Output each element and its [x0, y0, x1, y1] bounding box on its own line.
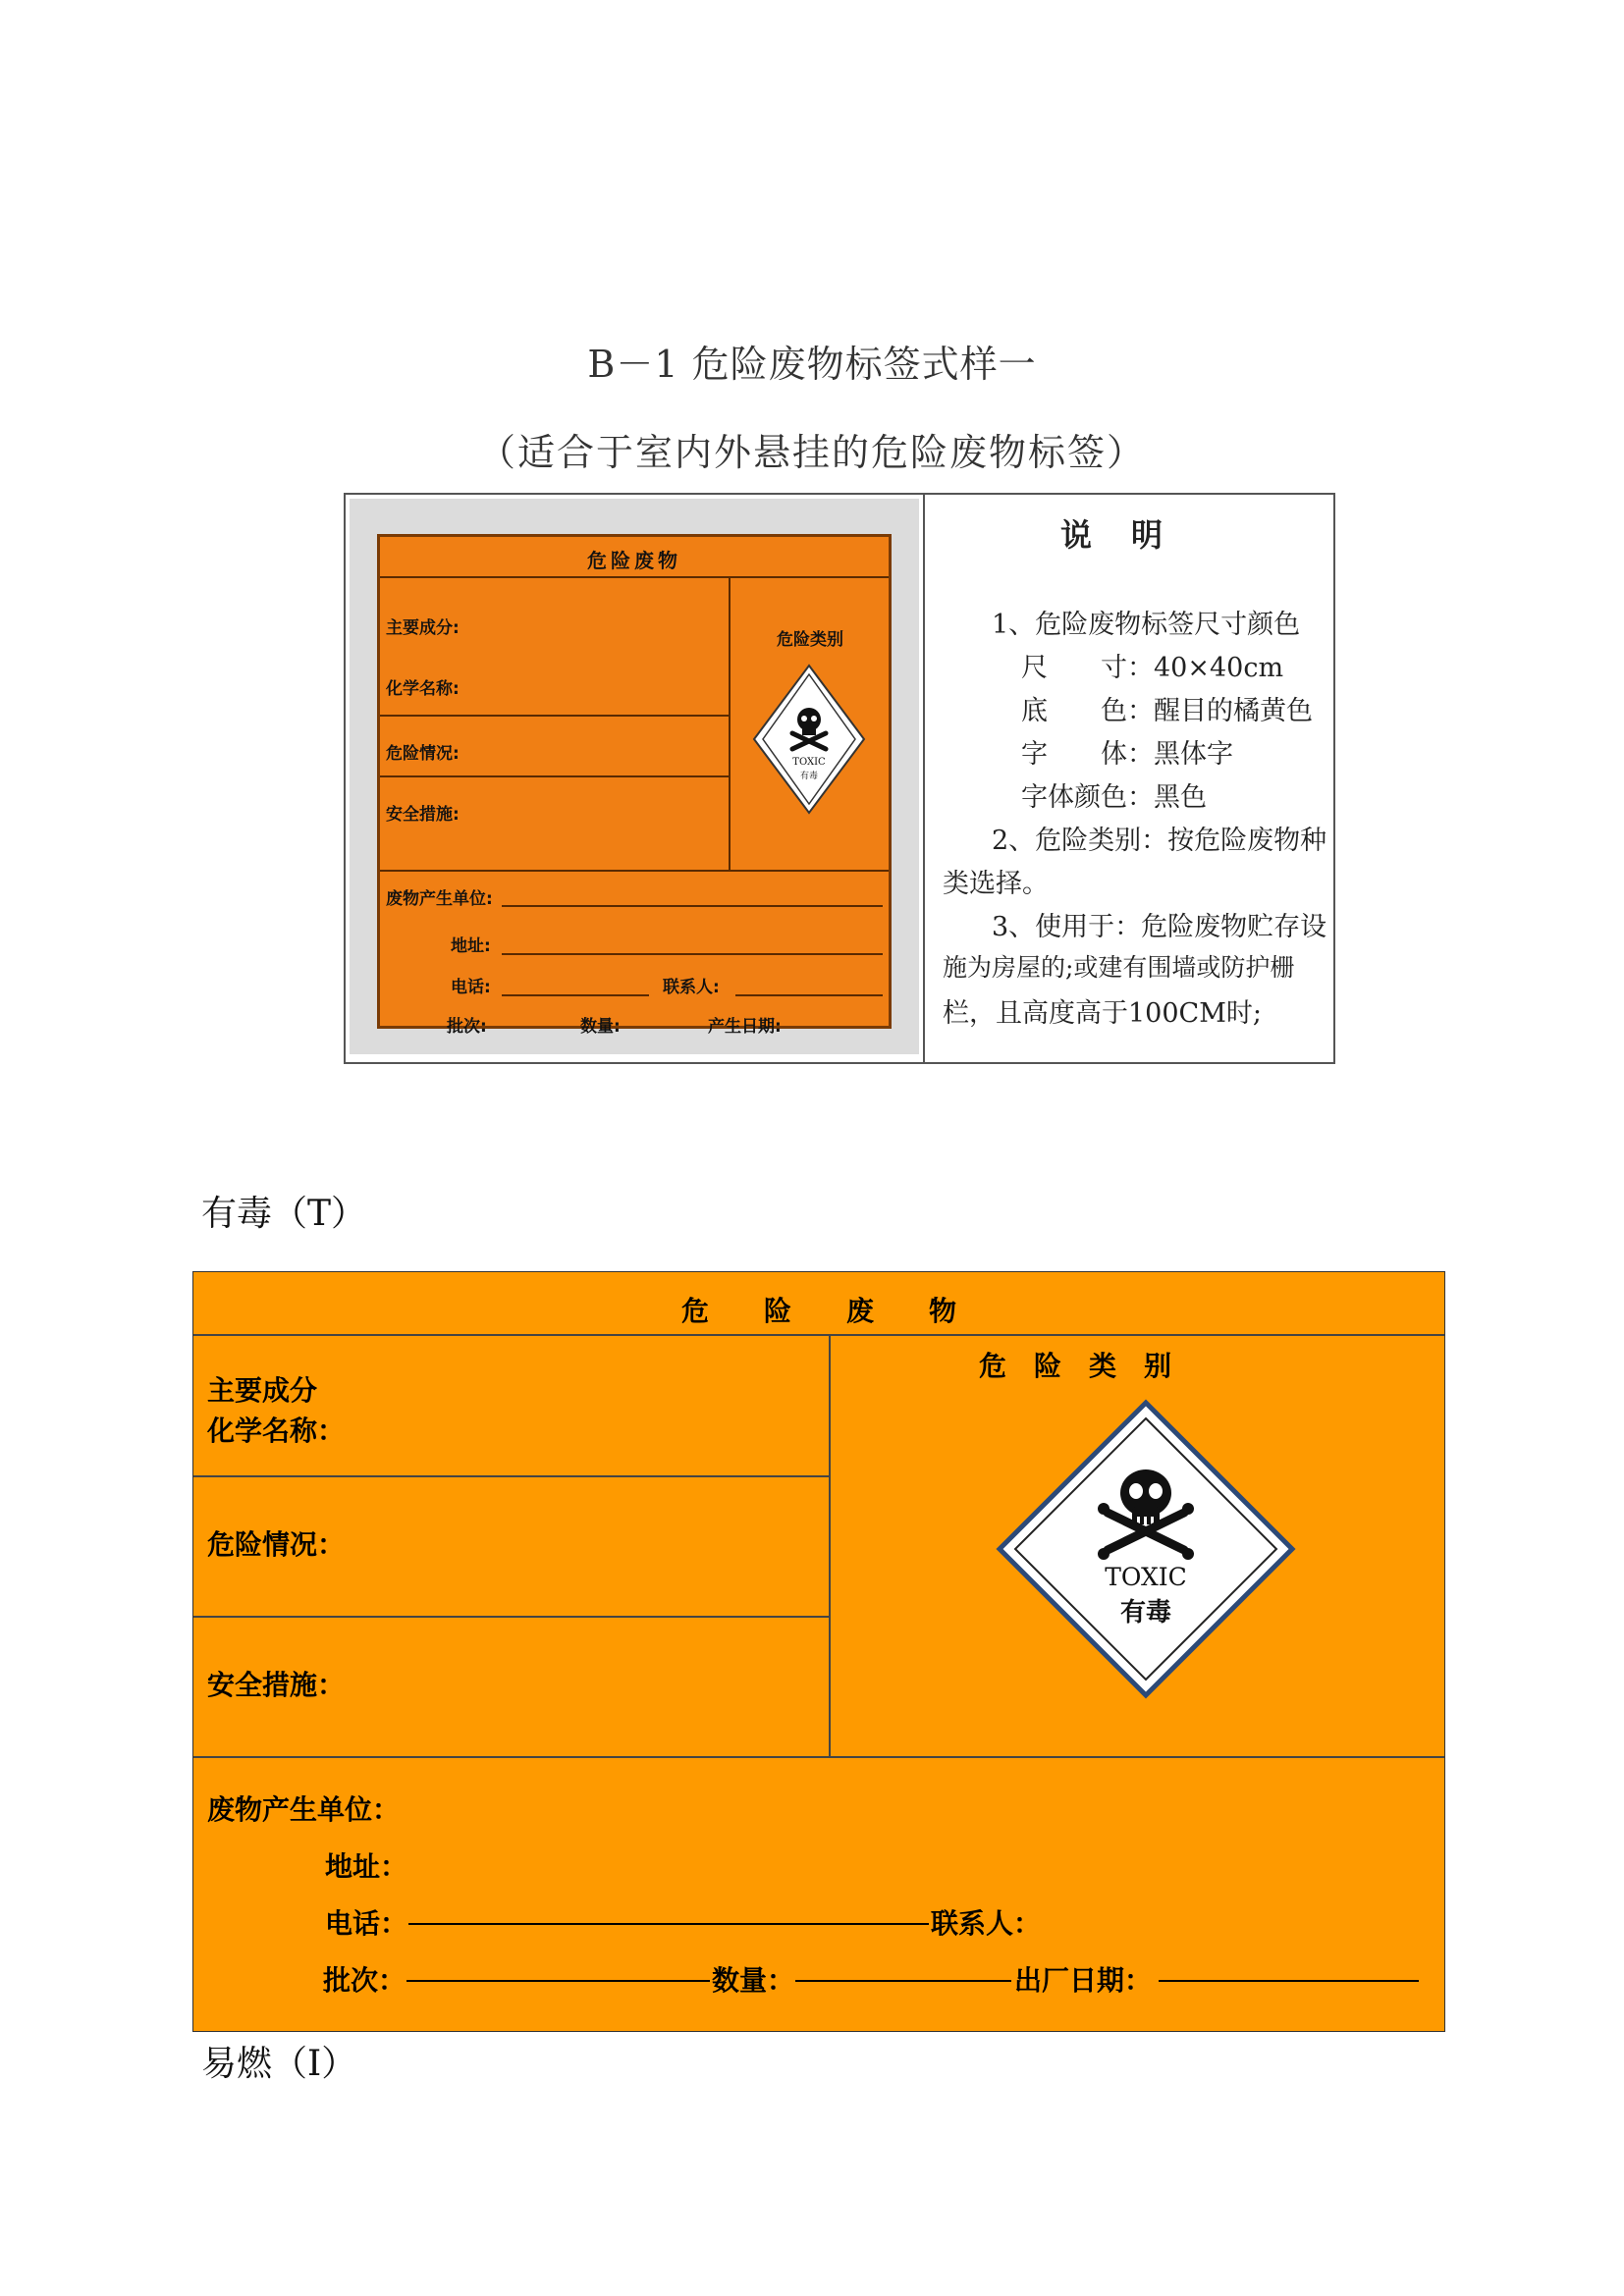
- sample-batch: 批次:: [447, 1017, 487, 1037]
- phone-underline: [408, 1923, 929, 1925]
- sample-hazard-status: 危险情况:: [386, 744, 460, 764]
- label-batch: 批次：: [323, 1964, 406, 1997]
- sample-row-divider: [380, 775, 730, 777]
- note-line: 栏，且高度高于100CM时;: [943, 998, 1262, 1029]
- sample-underline: [502, 953, 883, 955]
- sample-row-divider: [380, 870, 889, 872]
- sample-label-header: 危险废物: [587, 549, 681, 572]
- section-heading-flammable: 易燃（I）: [201, 2044, 357, 2084]
- sample-label-frame: [350, 499, 919, 1054]
- label-row-divider: [193, 1475, 830, 1477]
- batch-underline: [406, 1980, 710, 1982]
- sample-underline: [502, 905, 883, 907]
- label-hazard-class: 危 险 类 别: [979, 1350, 1172, 1382]
- sample-underline: [502, 994, 649, 996]
- note-line: 1、危险废物标签尺寸颜色: [992, 610, 1301, 640]
- toxic-cn-text: 有毒: [1119, 1598, 1172, 1628]
- sample-subtitle: （适合于室内外悬挂的危险废物标签）: [477, 431, 1146, 474]
- label-quantity: 数量：: [712, 1964, 795, 1997]
- sample-header-divider: [380, 576, 889, 578]
- label-header: 危 险 废 物: [680, 1295, 956, 1327]
- label-row-divider: [193, 1616, 830, 1618]
- sample-prod-date: 产生日期:: [708, 1017, 782, 1037]
- note-line: 类选择。: [943, 869, 1049, 899]
- note-line: 施为房屋的;或建有围墙或防护栅: [943, 953, 1295, 982]
- note-title: 说明: [1059, 516, 1202, 554]
- note-line: 2、危险类别：按危险废物种: [992, 826, 1327, 856]
- note-line: 底 色：醒目的橘黄色: [1021, 696, 1313, 726]
- label-row-divider: [193, 1756, 1444, 1758]
- label-column-divider: [829, 1334, 831, 1756]
- note-line: 尺 寸：40×40cm: [1021, 653, 1284, 683]
- sample-toxic-text: TOXIC: [792, 757, 826, 768]
- note-line: 3、使用于：危险废物贮存设: [992, 912, 1327, 942]
- sample-quantity: 数量:: [580, 1017, 621, 1037]
- sample-row-divider: [380, 715, 730, 717]
- sample-label: [377, 534, 892, 1037]
- label-factory-date: 出厂日期：: [1014, 1964, 1153, 1997]
- label-waste-unit: 废物产生单位：: [207, 1793, 401, 1826]
- sample-figure: [344, 493, 1335, 1064]
- label-address: 地址：: [325, 1850, 408, 1883]
- section-heading-toxic: 有毒（T）: [201, 1194, 367, 1234]
- hazard-waste-label: [192, 1271, 1445, 2032]
- note-line: 字体颜色：黑色: [1021, 782, 1207, 813]
- sample-underline: [735, 994, 883, 996]
- sample-hazard-class: 危险类别: [777, 630, 843, 650]
- quantity-underline: [795, 1980, 1011, 1982]
- label-contact: 联系人：: [931, 1907, 1042, 1940]
- sample-address: 地址:: [451, 936, 491, 956]
- toxic-text: TOXIC: [1105, 1563, 1187, 1591]
- label-safety-measures: 安全措施：: [207, 1669, 346, 1701]
- sample-safety-measures: 安全措施:: [386, 805, 460, 825]
- sample-toxic-cn-text: 有毒: [799, 772, 819, 781]
- sample-title: B－1 危险废物标签式样一: [587, 343, 1037, 386]
- note-line: 字 体：黑体字: [1021, 739, 1233, 770]
- sample-chemical-name: 化学名称:: [386, 679, 460, 699]
- toxic-diamond-icon: [996, 1399, 1296, 1699]
- date-underline: [1159, 1980, 1419, 1982]
- sample-toxic-diamond-icon: [751, 663, 867, 816]
- label-hazard-status: 危险情况：: [207, 1528, 346, 1561]
- label-chemical-name: 化学名称：: [207, 1415, 346, 1447]
- sample-column-divider: [729, 576, 731, 871]
- label-header-divider: [193, 1334, 1444, 1336]
- sample-figure-divider: [923, 495, 925, 1062]
- label-main-components: 主要成分: [207, 1374, 318, 1407]
- sample-main-components: 主要成分:: [386, 618, 460, 638]
- label-phone: 电话：: [325, 1907, 408, 1940]
- sample-waste-unit: 废物产生单位:: [386, 889, 493, 909]
- sample-phone: 电话:: [451, 978, 491, 997]
- sample-contact: 联系人:: [663, 978, 720, 997]
